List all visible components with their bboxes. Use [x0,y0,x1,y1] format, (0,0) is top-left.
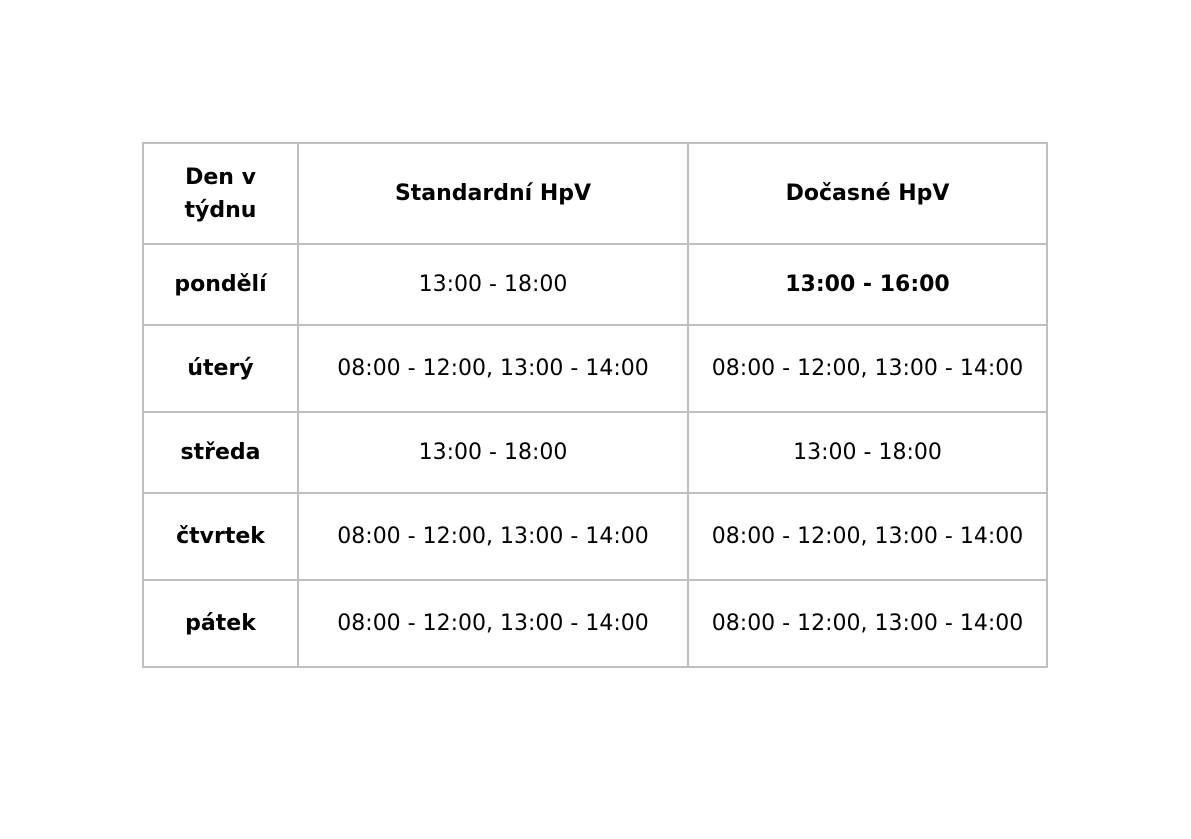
table-row [143,325,1047,412]
table-header-row [143,143,1047,244]
temporary-hours-cell: 08:00 - 12:00, 13:00 - 14:00 [688,580,1047,667]
temporary-hours-cell: 13:00 - 18:00 [688,412,1047,493]
table-row [143,412,1047,493]
header-temporary: Dočasné HpV [688,143,1047,244]
standard-hours-cell: 08:00 - 12:00, 13:00 - 14:00 [298,325,688,412]
header-day: Den v týdnu [143,143,298,244]
day-cell: středa [143,412,298,493]
temporary-hours-cell: 08:00 - 12:00, 13:00 - 14:00 [688,325,1047,412]
table-row [143,580,1047,667]
day-cell: úterý [143,325,298,412]
standard-hours-cell: 13:00 - 18:00 [298,412,688,493]
header-standard: Standardní HpV [298,143,688,244]
table-row [143,493,1047,580]
standard-hours-cell: 08:00 - 12:00, 13:00 - 14:00 [298,493,688,580]
day-cell: pondělí [143,244,298,325]
day-cell: čtvrtek [143,493,298,580]
temporary-hours-cell: 13:00 - 16:00 [688,244,1047,325]
day-cell: pátek [143,580,298,667]
standard-hours-cell: 08:00 - 12:00, 13:00 - 14:00 [298,580,688,667]
table-row [143,244,1047,325]
office-hours-table [142,142,1048,668]
standard-hours-cell: 13:00 - 18:00 [298,244,688,325]
temporary-hours-cell: 08:00 - 12:00, 13:00 - 14:00 [688,493,1047,580]
